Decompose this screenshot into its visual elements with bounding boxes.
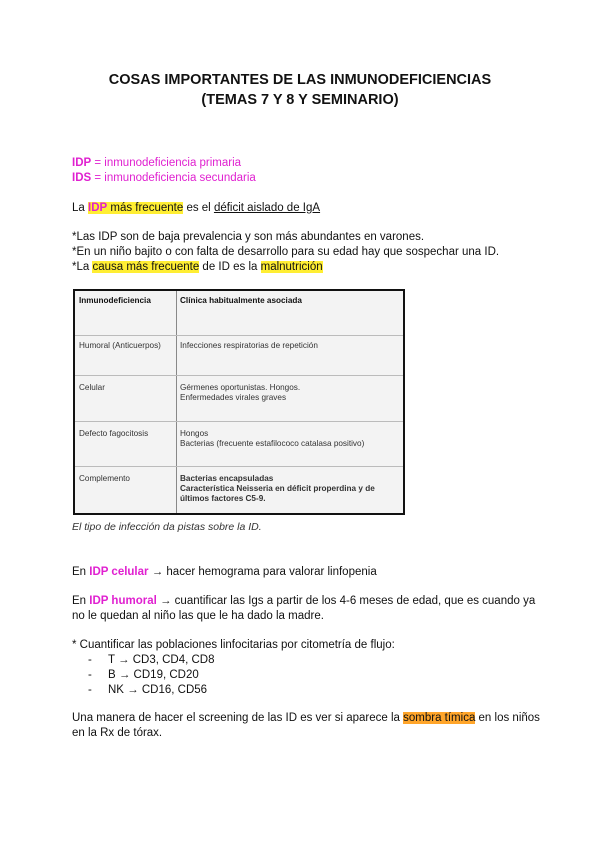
row-type: Celular <box>79 383 105 392</box>
row-type: Humoral (Anticuerpos) <box>79 341 161 350</box>
definition-idp <box>72 156 241 171</box>
highlight-frequent: más frecuente <box>107 202 184 214</box>
highlight-thymic-shadow: sombra tímica <box>403 712 476 724</box>
celular-line <box>72 565 377 580</box>
idp-humoral: IDP humoral <box>89 595 157 607</box>
abbr-idp-highlight: IDP <box>88 202 108 214</box>
row-clinic-2: Bacterias (frecuente estafilococo catalasa positivo) <box>180 439 365 448</box>
highlight-malnutrition: malnutrición <box>260 261 323 273</box>
humoral-line-2: no le quedan al niño las que le ha dado la madre. <box>72 610 324 622</box>
document-title-line1: COSAS IMPORTANTES DE LAS INMUNODEFICIENCIAS <box>108 72 492 88</box>
row-clinic: Infecciones respiratorias de repetición <box>180 341 318 350</box>
cytometry-list <box>88 653 215 698</box>
row-clinic: Bacterias encapsuladas <box>180 474 274 483</box>
row-type: Defecto fagocitosis <box>79 429 149 438</box>
table-row <box>75 335 403 376</box>
table-row <box>75 466 403 513</box>
definition-ids <box>72 171 256 186</box>
text-fragment: La <box>72 202 88 214</box>
header-clinic: Clínica habitualmente asociada <box>180 296 302 305</box>
humoral-line <box>72 594 535 609</box>
note-prevalence: *Las IDP son de baja prevalencia y son más abundantes en varones. <box>72 231 425 243</box>
row-clinic-3: últimos factores C5-9. <box>180 494 266 503</box>
list-item: - NK → CD16, CD56 <box>88 684 208 696</box>
note-growth: *En un niño bajito o con falta de desarrollo para su edad hay que sospechar una ID. <box>72 246 500 258</box>
header-immunodeficiency: Inmunodeficiencia <box>79 296 151 305</box>
text-fragment: → hacer hemograma para valorar linfopenia <box>148 566 377 578</box>
table-header-row <box>75 291 403 336</box>
highlight-cause: causa más frecuente <box>92 261 200 273</box>
idp-celular: IDP celular <box>89 566 149 578</box>
screening-line-2: en la Rx de tórax. <box>72 727 163 739</box>
list-item-text: B → CD19, CD20 <box>108 669 199 681</box>
row-clinic-2: Enfermedades virales graves <box>180 393 287 402</box>
table-caption: El tipo de infección da pistas sobre la ID. <box>72 521 262 533</box>
immunodeficiency-table <box>73 289 405 515</box>
row-clinic-2: Característica Neisseria en déficit properdina y de <box>180 484 375 493</box>
text-fragment: → cuantificar las Igs a partir de los 4-6 meses de edad, que es cuando ya <box>156 595 536 607</box>
list-item-text: T → CD3, CD4, CD8 <box>108 654 215 666</box>
screening-line <box>72 711 540 726</box>
most-frequent-line <box>72 201 320 216</box>
text-fragment: en los niños <box>475 712 540 724</box>
row-clinic: Gérmenes oportunistas. Hongos. <box>180 383 301 392</box>
underlined-iga: déficit aislado de IgA <box>213 202 321 214</box>
text-fragment: *La <box>72 261 93 273</box>
list-item: - T → CD3, CD4, CD8 <box>88 654 215 666</box>
note-malnutrition <box>72 260 323 275</box>
list-item: - B → CD19, CD20 <box>88 669 199 681</box>
list-item-text: NK → CD16, CD56 <box>108 684 208 696</box>
text-fragment: de ID es la <box>199 261 261 273</box>
table-row <box>75 375 403 422</box>
row-clinic: Hongos <box>180 429 209 438</box>
text-fragment: es el <box>183 202 214 214</box>
text-fragment: En <box>72 566 90 578</box>
text-fragment: Una manera de hacer el screening de las ID es ver si aparece la <box>72 712 404 724</box>
definition-idp-text: = inmunodeficiencia primaria <box>91 157 242 169</box>
cytometry-intro: * Cuantificar las poblaciones linfocitarias por citometría de flujo: <box>72 639 395 651</box>
abbr-ids: IDS <box>72 172 92 184</box>
table-row <box>75 421 403 467</box>
row-type: Complemento <box>79 474 130 483</box>
definition-ids-text: = inmunodeficiencia secundaria <box>91 172 256 184</box>
abbr-idp: IDP <box>72 157 92 169</box>
document-title-line2: (TEMAS 7 Y 8 Y SEMINARIO) <box>201 92 399 108</box>
text-fragment: En <box>72 595 90 607</box>
